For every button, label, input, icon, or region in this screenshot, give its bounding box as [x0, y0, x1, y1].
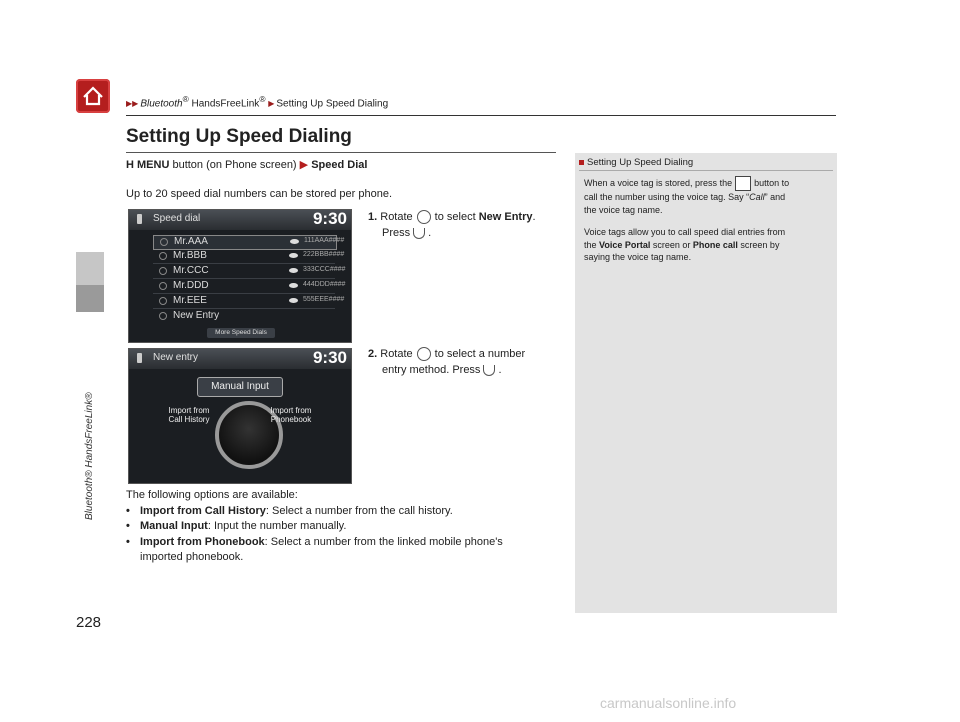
title-divider — [126, 152, 556, 153]
list-item: • Manual Input: Input the number manually. — [126, 520, 347, 532]
clock: 9:30 — [312, 209, 347, 228]
intro-text: Up to 20 speed dial numbers can be stored per phone. — [126, 188, 393, 200]
note-heading: Setting Up Speed Dialing — [579, 157, 693, 168]
section-tab-active — [76, 285, 104, 312]
header-divider — [126, 115, 836, 116]
import-call-history-option[interactable]: Import from Call History — [168, 406, 210, 424]
list-item: • Import from Phonebook: Select a number from the linked mobile phone's imported phonebook. — [126, 535, 503, 563]
list-item[interactable]: Mr.AAA 111AAA#### — [153, 235, 337, 250]
press-dial-icon — [483, 365, 495, 376]
options-intro: The following options are available: — [126, 489, 298, 501]
breadcrumb-current: Setting Up Speed Dialing — [276, 98, 389, 110]
menu-path: H MENU button (on Phone screen) ▶ Speed Dial — [126, 159, 368, 171]
step-1: 1. Rotate to select New Entry. Press . — [368, 211, 536, 239]
step-2: 2. Rotate to select a number entry method. Press . — [368, 348, 526, 376]
breadcrumb: ▶▶ Bluetooth® HandsFreeLink® ▶ Setting Up Speed Dialing — [126, 94, 389, 110]
list-item[interactable]: Mr.EEE 555EEE#### — [153, 295, 335, 309]
note-body: When a voice tag is stored, press the button to call the number using the voice tag. Say “Call” and the voice tag name. Voice tags allow you to call speed dial entries from the Voice Portal screen or Phone call screen by saying the voice tag name. — [584, 177, 790, 262]
manual-input-button[interactable]: Manual Input — [197, 377, 283, 397]
note-divider — [579, 170, 833, 171]
press-dial-icon — [413, 228, 425, 239]
phone-icon — [137, 353, 142, 363]
list-item[interactable]: Mr.CCC 333CCC#### — [153, 265, 335, 279]
list-item[interactable]: Mr.BBB 222BBB#### — [153, 250, 335, 264]
import-phonebook-option[interactable]: Import from Phonebook — [270, 406, 312, 424]
phone-icon — [137, 214, 142, 224]
watermark: carmanualsonline.info — [600, 695, 737, 711]
list-item[interactable]: Mr.DDD 444DDD#### — [153, 280, 335, 294]
new-entry-item[interactable]: New Entry — [153, 310, 335, 323]
home-icon[interactable] — [76, 79, 110, 113]
options-list — [126, 488, 566, 566]
rotate-dial-icon — [417, 347, 431, 361]
page-number: 228 — [76, 614, 102, 631]
more-speed-dials-tab[interactable]: More Speed Dials — [207, 328, 275, 338]
talk-button-icon — [735, 176, 751, 191]
clock: 9:30 — [312, 348, 347, 367]
page-title: Setting Up Speed Dialing — [126, 126, 352, 147]
speed-dial-screen — [128, 209, 352, 343]
section-label: Bluetooth® HandsFreeLink® — [84, 392, 95, 520]
screen-title: Speed dial — [153, 213, 201, 224]
screen-title: New entry — [153, 352, 199, 363]
new-entry-screen — [128, 348, 352, 484]
list-item: • Import from Call History: Select a number from the call history. — [126, 504, 453, 517]
rotate-dial-icon — [417, 210, 431, 224]
